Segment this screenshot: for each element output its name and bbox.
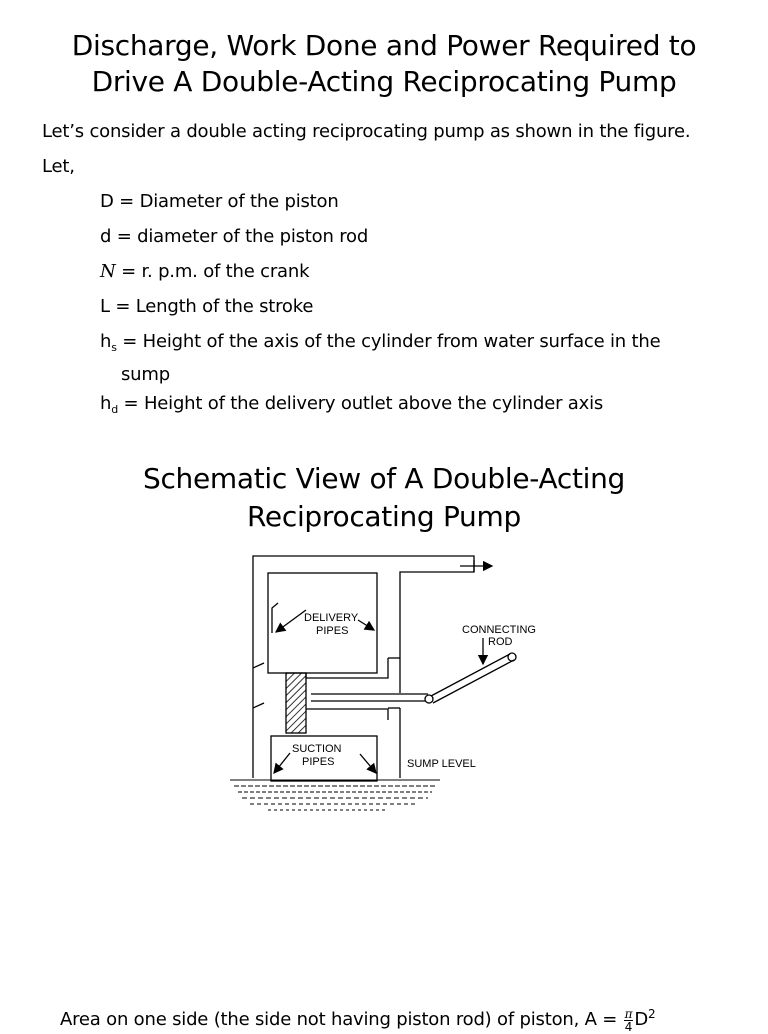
piston [286, 673, 306, 733]
symbol-h: h [100, 393, 112, 414]
area-variable: D [634, 1009, 649, 1030]
cylinder-bottom [306, 709, 388, 720]
fraction-denominator: 4 [624, 1019, 633, 1034]
page-title-line-2: Drive A Double-Acting Reciprocating Pump [91, 65, 677, 98]
schematic-title [0, 460, 768, 536]
delivery-label-1: DELIVERY [304, 612, 359, 624]
definition-d: d = diameter of the piston rod [100, 226, 369, 247]
schematic-title-line-1: Schematic View of A Double-Acting [142, 462, 626, 495]
connecting-rod-top [431, 654, 510, 696]
definition-hs [100, 331, 720, 386]
outer-pipe-left [253, 556, 474, 778]
symbol-N: N [100, 261, 116, 282]
definition-N [100, 261, 309, 283]
suction-label-2: PIPES [302, 756, 335, 768]
definition-N-text: = r. p.m. of the crank [115, 261, 310, 282]
definition-hs-text-2: sump [121, 364, 170, 385]
sump-water-lines [230, 780, 440, 810]
crank-pin [425, 695, 433, 703]
symbol-h: h [100, 331, 112, 352]
pi-over-4-fraction [624, 1008, 634, 1033]
page-title-line-1: Discharge, Work Done and Power Required to [71, 29, 697, 62]
schematic-title-line-2: Reciprocating Pump [247, 500, 521, 533]
delivery-label-2: PIPES [316, 625, 349, 637]
fraction-numerator: π [624, 1006, 633, 1021]
sump-level-label: SUMP LEVEL [407, 758, 476, 770]
pump-schematic-svg [228, 548, 540, 830]
pump-schematic-figure [228, 548, 540, 830]
subscript-s: s [111, 341, 117, 354]
definition-L: L = Length of the stroke [100, 296, 314, 317]
area-formula [60, 1000, 655, 1034]
connecting-rod-label-1: CONNECTING [462, 624, 536, 636]
let-label: Let, [42, 156, 75, 177]
area-exponent: 2 [648, 1007, 656, 1021]
definition-hd-text: = Height of the delivery outlet above the cylinder axis [118, 393, 604, 414]
subscript-d: d [111, 403, 119, 416]
connecting-rod-end [508, 653, 516, 661]
definition-hs-text-1: = Height of the axis of the cylinder from water surface in the [116, 331, 661, 352]
definition-hd [100, 393, 603, 421]
area-text: Area on one side (the side not having piston rod) of piston, A = [60, 1009, 623, 1030]
connecting-rod-bottom [433, 660, 514, 703]
suction-label-1: SUCTION [292, 743, 342, 755]
definition-D: D = Diameter of the piston [100, 191, 339, 212]
connecting-rod-label-2: ROD [488, 636, 513, 648]
intro-text: Let’s consider a double acting reciprocating pump as shown in the figure. [42, 121, 691, 142]
page-title [0, 28, 768, 100]
cylinder-top [306, 658, 388, 678]
